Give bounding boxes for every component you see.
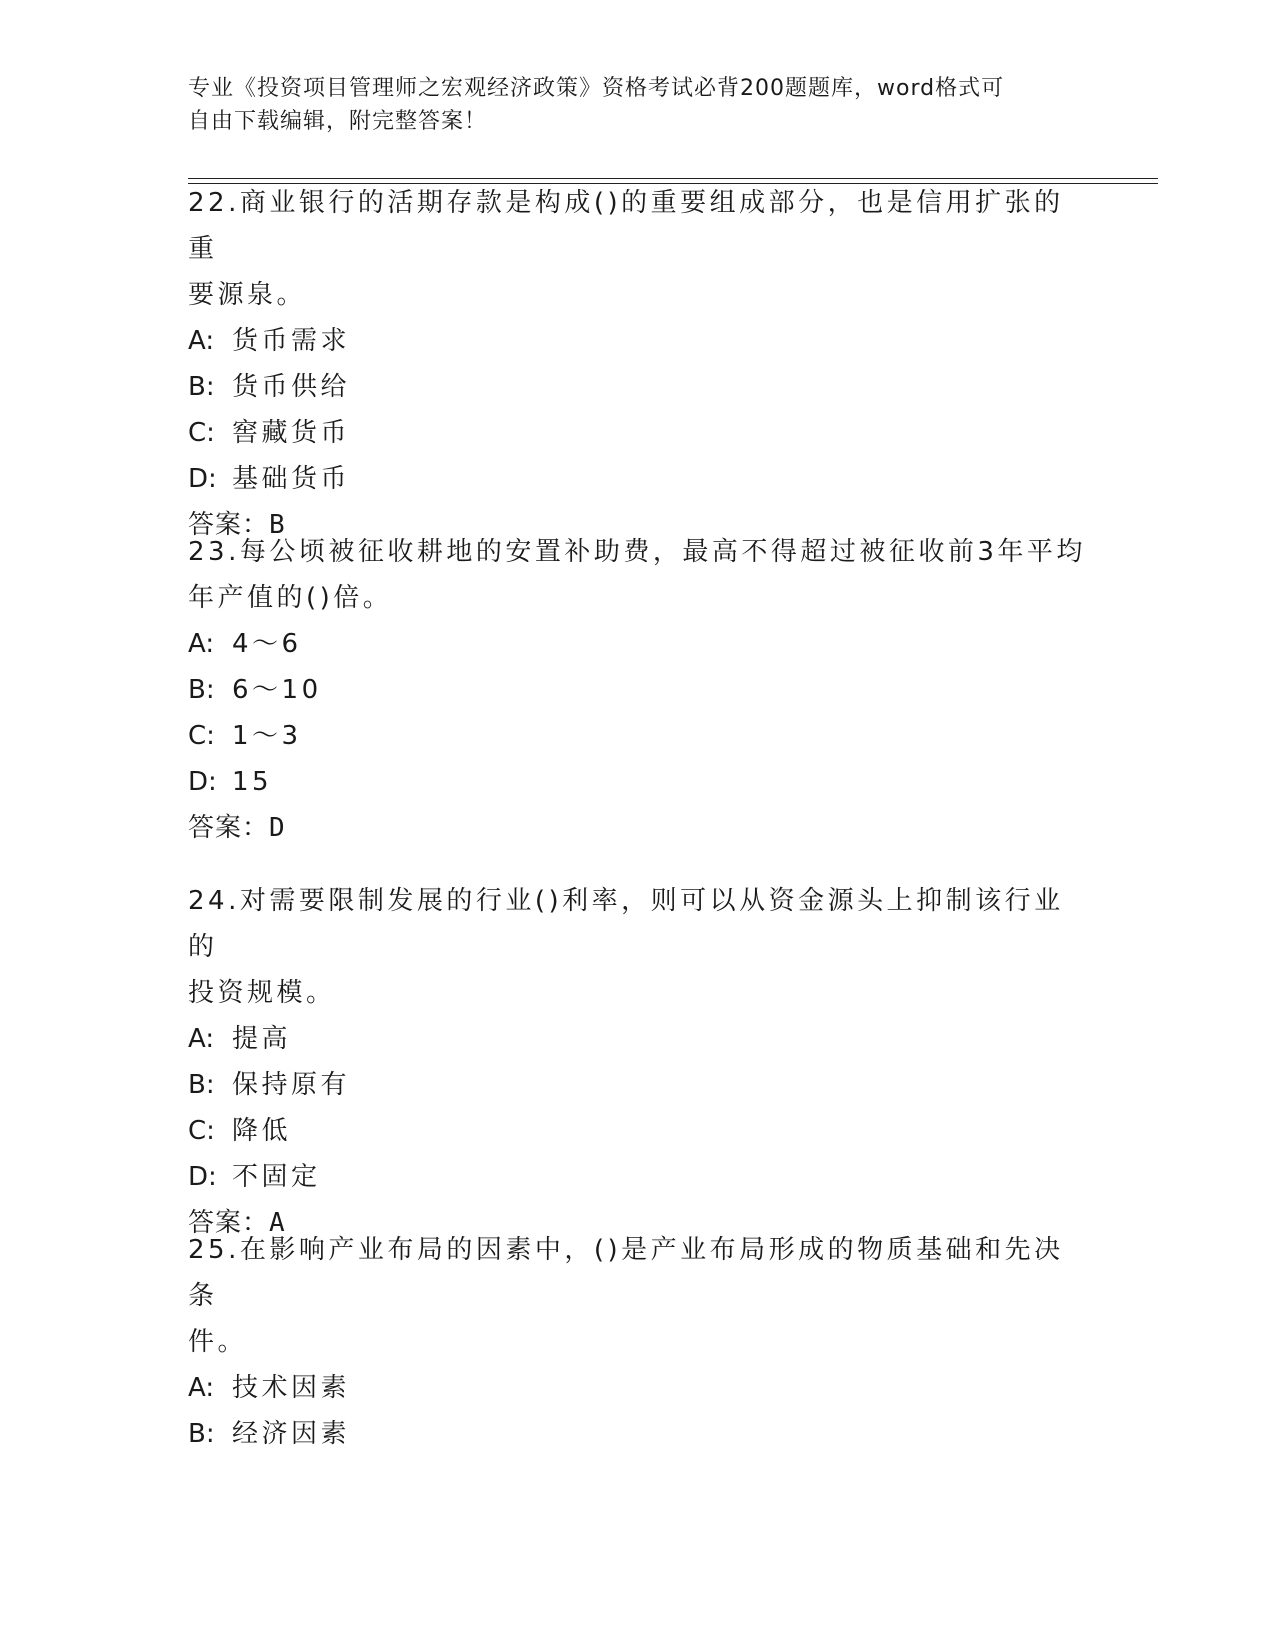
answer-label: 答案：: [188, 1208, 270, 1238]
question-22: [188, 180, 1088, 548]
question-stem: [188, 180, 1088, 318]
option-key: B:: [188, 1419, 215, 1449]
option-key: A:: [188, 1024, 215, 1054]
option-c: [188, 410, 1088, 456]
question-25: [188, 1227, 1088, 1457]
option-key: B:: [188, 1070, 215, 1100]
option-text: 1～3: [232, 721, 302, 751]
header-line-2: 自由下载编辑，附完整答案！: [188, 109, 488, 134]
option-key: D:: [188, 464, 217, 494]
option-d: [188, 1154, 1088, 1200]
answer-label: 答案：: [188, 510, 270, 540]
option-key: D:: [188, 767, 217, 797]
option-a: [188, 621, 1088, 667]
answer-value: D: [269, 813, 286, 843]
header-divider-top: [188, 178, 1158, 179]
option-d: [188, 759, 1088, 805]
option-b: [188, 1411, 1088, 1457]
answer-value: A: [269, 1208, 286, 1238]
option-key: A:: [188, 326, 215, 356]
document-header: [188, 72, 1088, 138]
option-text: 窖藏货币: [232, 418, 351, 448]
question-stem-line-1: 25.在影响产业布局的因素中，()是产业布局形成的物质基础和先决条: [188, 1235, 1064, 1311]
option-key: A:: [188, 1373, 215, 1403]
option-b: [188, 667, 1088, 713]
option-text: 货币需求: [232, 326, 351, 356]
question-stem-line-1: 23.每公顷被征收耕地的安置补助费，最高不得超过被征收前3年平均: [188, 537, 1086, 567]
header-line-1: 专业《投资项目管理师之宏观经济政策》资格考试必背200题题库，word格式可: [188, 76, 1005, 101]
option-text: 15: [232, 767, 273, 797]
question-stem-line-1: 24.对需要限制发展的行业()利率，则可以从资金源头上抑制该行业的: [188, 886, 1064, 962]
question-23: [188, 529, 1088, 851]
option-text: 不固定: [232, 1162, 321, 1192]
option-a: [188, 1016, 1088, 1062]
option-b: [188, 1062, 1088, 1108]
option-c: [188, 1108, 1088, 1154]
option-key: C:: [188, 418, 215, 448]
question-stem: [188, 529, 1088, 621]
answer-value: B: [269, 510, 286, 540]
option-text: 4～6: [232, 629, 302, 659]
option-b: [188, 364, 1088, 410]
question-stem: [188, 1227, 1088, 1365]
answer-line: [188, 805, 1088, 851]
option-d: [188, 456, 1088, 502]
question-stem-line-2: 投资规模。: [188, 978, 336, 1008]
question-stem-line-2: 要源泉。: [188, 280, 307, 310]
option-text: 提高: [232, 1024, 292, 1054]
answer-label: 答案：: [188, 813, 270, 843]
option-text: 保持原有: [232, 1070, 351, 1100]
option-text: 经济因素: [232, 1419, 351, 1449]
option-key: C:: [188, 721, 215, 751]
option-text: 技术因素: [232, 1373, 351, 1403]
question-stem-line-2: 年产值的()倍。: [188, 583, 393, 613]
option-text: 货币供给: [232, 372, 351, 402]
question-stem: [188, 878, 1088, 1016]
question-stem-line-1: 22.商业银行的活期存款是构成()的重要组成部分，也是信用扩张的重: [188, 188, 1064, 264]
option-text: 降低: [232, 1116, 292, 1146]
question-stem-line-2: 件。: [188, 1327, 248, 1357]
option-c: [188, 713, 1088, 759]
option-text: 基础货币: [232, 464, 351, 494]
option-a: [188, 1365, 1088, 1411]
option-a: [188, 318, 1088, 364]
option-text: 6～10: [232, 675, 322, 705]
option-key: B:: [188, 675, 215, 705]
question-24: [188, 878, 1088, 1246]
option-key: A:: [188, 629, 215, 659]
option-key: B:: [188, 372, 215, 402]
option-key: D:: [188, 1162, 217, 1192]
option-key: C:: [188, 1116, 215, 1146]
